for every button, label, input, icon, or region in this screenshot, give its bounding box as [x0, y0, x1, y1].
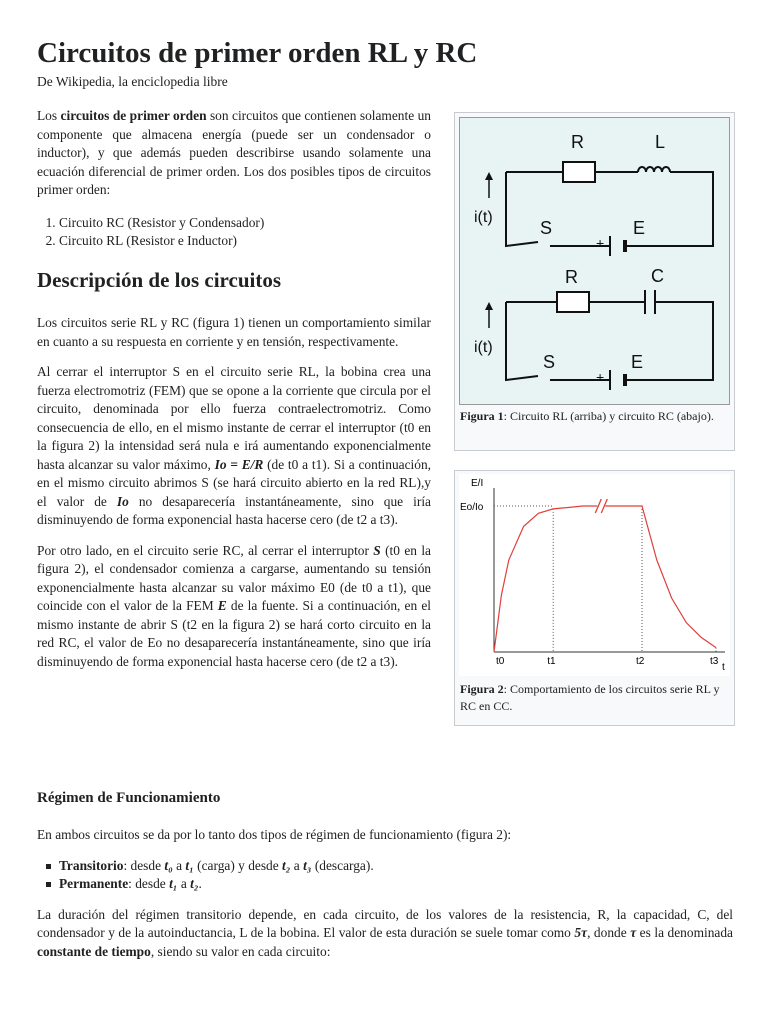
x-tick-label: t0	[496, 656, 505, 667]
paragraph-rl: Al cerrar el interruptor S en el circuito serie RL, la bobina crea una fuerza electromotriz (FEM) que se opone a la corriente que circula por el circuito, denominada por ello fuerza contraelectromotriz. Como consecuencia de ello, en el mismo instante de cerrar el interruptor (t0 en la figura 2) la intensidad será nula e irá aumentando exponencialmente hasta alcanzar su valor máximo, Io = E/R (de t0 a t1). Si a continuación, en el mismo circuito abrimos S (se hará circuito abierto en la red RL),y el valor de Io no desaparecería instantáneamente, sino que iría disminuyendo de forma exponencial hasta hacerse cero (de t2 a t3).	[37, 364, 431, 527]
math-io-formula: Io = E/R	[214, 456, 264, 472]
paragraph: En ambos circuitos se da por lo tanto dos tipos de régimen de funcionamiento (figura 2):	[37, 827, 512, 842]
rc-label-c: C	[651, 266, 664, 286]
rc-label-e: E	[631, 352, 644, 372]
rl-resistor	[563, 162, 595, 182]
paragraph: Los circuitos serie RL y RC (figura 1) tienen un comportamiento similar en cuanto a su respuesta en corriente y en tensión, respectivamente.	[37, 315, 431, 349]
math-tau: τ	[630, 925, 637, 940]
page-subtitle: De Wikipedia, la enciclopedia libre	[37, 74, 228, 89]
paragraph-rc: Por otro lado, en el circuito serie RC, al cerrar el interruptor S (t0 en la figura 2), el condensador comienza a cargarse, aumentando su tensión exponencialmente hasta alcanzar su valor máximo E0 (de t0 a t1), que coincide con el valor de la FEM E de la fuente. Si a continuación, en el mismo instante de abrir S (t2 en la figura 2) se hará corto circuito en la red RC, el valor de Eo no desaparecería instantáneamente, sino que iría disminuyendo de forma exponencial hasta hacerse cero (de t2 a t3).	[37, 542, 431, 669]
circuit-type-list	[37, 214, 431, 251]
rc-label-s: S	[543, 352, 556, 372]
intro-paragraph: Los circuitos de primer orden son circuitos que contienen solamente un componente que almacena energía (puede ser un condensador o inductor), y que además pueden describirse usando solamente una ecuación diferencial de primer orden. Los dos posibles tipos de circuitos primer orden:	[37, 108, 431, 197]
response-curve	[494, 506, 716, 652]
section-heading-regimen: Régimen de Funcionamiento	[37, 790, 221, 806]
x-tick-label: t3	[710, 656, 719, 667]
rl-label-i: i(t)	[474, 209, 493, 226]
list-item: 2. Circuito RL (Resistor e Inductor)	[59, 232, 431, 251]
regimen-section	[37, 826, 733, 961]
bold-term: circuitos de primer orden	[60, 108, 207, 123]
list-item-permanente: Permanente: desde t₁ a t₂.	[59, 875, 733, 894]
rc-label-i: i(t)	[474, 339, 493, 356]
rl-label-s: S	[540, 218, 553, 238]
math-io: Io	[116, 493, 129, 509]
rc-wires	[506, 302, 713, 380]
list-item: 1. Circuito RC (Resistor y Condensador)	[59, 214, 431, 233]
response-chart-svg	[459, 474, 730, 676]
rl-label-r: R	[571, 132, 584, 152]
figure-1	[454, 112, 735, 451]
y-axis-label: E/I	[471, 478, 484, 489]
math-e: E	[217, 598, 227, 613]
intro-section	[37, 107, 431, 251]
rl-label-plus: +	[596, 235, 605, 251]
list-item-transitorio: Transitorio: desde t₀ a t₁ (carga) y desde t₂ a t₃ (descarga).	[59, 857, 733, 876]
page-title: Circuitos de primer orden RL y RC	[37, 37, 478, 69]
circuit-diagram[interactable]	[459, 117, 730, 405]
rl-wires	[506, 172, 713, 246]
x-tick-label: t1	[547, 656, 556, 667]
section-heading-descripcion: Descripción de los circuitos	[37, 268, 282, 292]
figure-2-caption: Figura 2: Comportamiento de los circuitos serie RL y RC en CC.	[460, 682, 720, 713]
math-5tau: 5τ	[574, 925, 588, 940]
x-tick-label: t2	[636, 656, 645, 667]
y-tick-label: Eo/Io	[460, 502, 484, 513]
math-s: S	[373, 542, 381, 558]
descripcion-section	[37, 314, 431, 671]
x-axis-label: t	[722, 662, 725, 673]
rl-label-l: L	[655, 132, 666, 152]
rc-label-r: R	[565, 267, 578, 287]
response-chart[interactable]	[459, 474, 730, 676]
rl-label-e: E	[633, 218, 646, 238]
figure-2	[454, 470, 735, 726]
rc-label-plus: +	[596, 369, 605, 385]
rc-resistor	[557, 292, 589, 312]
circuit-diagram-svg	[460, 118, 729, 404]
arrow-head-icon	[485, 172, 493, 180]
paragraph-duracion: La duración del régimen transitorio depende, en cada circuito, de los valores de la resistencia, R, la capacidad, C, del condensador y de la autoinductancia, L de la bobina. El valor de esta duración se suele tomar como 5τ, donde τ es la denominada constante de tiempo, siendo su valor en cada circuito:	[37, 906, 733, 959]
arrow-head-icon	[485, 302, 493, 310]
figure-1-caption: Figura 1: Circuito RL (arriba) y circuito RC (abajo).	[460, 409, 714, 423]
rl-inductor	[638, 167, 670, 172]
regimen-list	[37, 857, 733, 894]
